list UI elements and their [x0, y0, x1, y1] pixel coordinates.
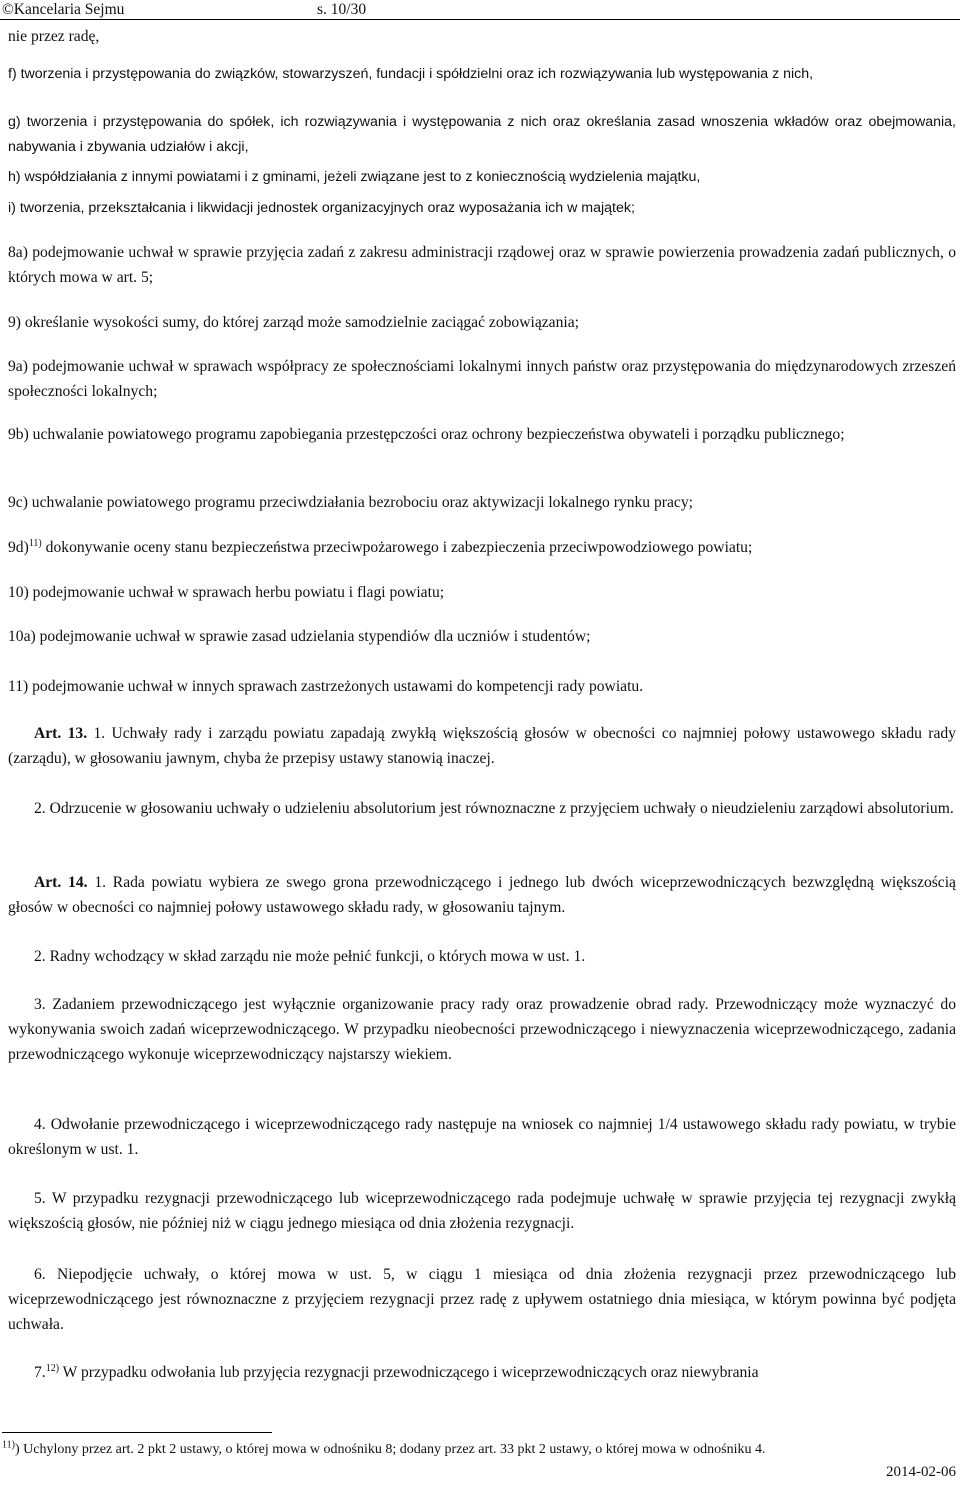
- art13-ust1: [8, 721, 956, 771]
- art14-ust7-text: W przypadku odwołania lub przyjęcia rezygnacji przewodniczącego i wiceprzewodniczących oraz niewybrania: [62, 1364, 759, 1381]
- footnote-divider: [2, 1432, 272, 1433]
- art14-ust1: [8, 870, 956, 920]
- header-source: ©Kancelaria Sejmu: [2, 1, 125, 18]
- art14-ust4: 4. Odwołanie przewodniczącego i wiceprzewodniczącego rady następuje na wniosek co najmniej 1/4 ustawowego składu rady powiatu, w trybie określonym w ust. 1.: [8, 1116, 956, 1158]
- art13-ust2: 2. Odrzucenie w głosowaniu uchwały o udzieleniu absolutorium jest równoznaczne z przyjęciem uchwały o nieudzieleniu zarządowi absolutorium.: [34, 800, 954, 817]
- paragraph-h: h) współdziałania z innymi powiatami i z gminami, jeżeli związane jest to z koniecznością wydzielenia majątku,: [8, 169, 701, 185]
- header-divider: [0, 19, 960, 20]
- label-9d: 9d): [8, 539, 29, 556]
- art13-label: Art. 13.: [34, 725, 88, 742]
- paragraph-11: 11) podejmowanie uchwał w innych sprawach zastrzeżonych ustawami do kompetencji rady powiatu.: [8, 678, 644, 695]
- paragraph-8a: 8a) podejmowanie uchwał w sprawie przyjęcia zadań z zakresu administracji rządowej oraz w sprawie powierzenia prowadzenia zadań publicznych, o których mowa w art. 5;: [8, 244, 956, 286]
- footnote-number: 11): [2, 1439, 15, 1451]
- art14-ust7: [8, 1360, 956, 1385]
- footnote-11: [2, 1440, 766, 1460]
- paragraph-9a: 9a) podejmowanie uchwał w sprawach współpracy ze społecznościami lokalnymi innych państw oraz przystępowania do międzynarodowych zrzeszeń społeczności lokalnych;: [8, 358, 956, 400]
- paragraph-9d: [8, 535, 956, 560]
- paragraph-continuation: nie przez radę,: [8, 28, 100, 45]
- art14-ust3: 3. Zadaniem przewodniczącego jest wyłącznie organizowanie pracy rady oraz prowadzenie obrad rady. Przewodniczący może wyznaczyć do wykonywania swoich zadań wiceprzewodniczącego. W przypadku nieobecności przewodniczącego i niewyznaczenia wiceprzewodniczącego, zadania przewodniczącego wykonuje wiceprzewodniczący najstarszy wiekiem.: [8, 996, 956, 1063]
- footer-date: 2014-02-06: [886, 1464, 956, 1480]
- footnote-ref-12: 12): [45, 1362, 60, 1374]
- art14-ust1-text: 1. Rada powiatu wybiera ze swego grona przewodniczącego i jednego lub dwóch wiceprzewodniczących bezwzględną większością głosów w obecności co najmniej połowy ustawowego składu rady, w głosowaniu tajnym.: [8, 874, 956, 916]
- paragraph-i: i) tworzenia, przekształcania i likwidacji jednostek organizacyjnych oraz wyposażania ich w majątek;: [8, 200, 635, 216]
- paragraph-9b: 9b) uchwalanie powiatowego programu zapobiegania przestępczości oraz ochrony bezpieczeństwa obywateli i porządku publicznego;: [8, 426, 845, 443]
- footnote-ref-11: 11): [28, 537, 42, 549]
- text-9d: dokonywanie oceny stanu bezpieczeństwa przeciwpożarowego i zabezpieczenia przeciwpowodziowego powiatu;: [45, 539, 753, 556]
- art13-ust1-text: 1. Uchwały rady i zarządu powiatu zapadają zwykłą większością głosów w obecności co najmniej połowy ustawowego składu rady (zarządu), w głosowaniu jawnym, chyba że przepisy ustawy stanowią inaczej.: [8, 725, 956, 767]
- art14-ust6: 6. Niepodjęcie uchwały, o której mowa w ust. 5, w ciągu 1 miesiąca od dnia złożenia rezygnacji przez przewodniczącego lub wiceprzewodniczącego jest równoznaczne z przyjęciem rezygnacji przez radę z upływem ostatniego dnia miesiąca, w którym powinna być podjęta uchwała.: [8, 1266, 956, 1333]
- paragraph-9c: 9c) uchwalanie powiatowego programu przeciwdziałania bezrobociu oraz aktywizacji lokalnego rynku pracy;: [8, 494, 693, 511]
- paragraph-f: f) tworzenia i przystępowania do związków, stowarzyszeń, fundacji i spółdzielni oraz ich rozwiązywania lub występowania z nich,: [8, 66, 814, 82]
- footnote-text: ) Uchylony przez art. 2 pkt 2 ustawy, o której mowa w odnośniku 8; dodany przez art. 33 pkt 2 ustawy, o której mowa w odnośniku 4.: [14, 1442, 766, 1457]
- paragraph-10: 10) podejmowanie uchwał w sprawach herbu powiatu i flagi powiatu;: [8, 584, 445, 601]
- header-page-number: s. 10/30: [317, 1, 367, 18]
- page-header: [0, 0, 960, 22]
- art14-label: Art. 14.: [34, 874, 88, 891]
- paragraph-9: 9) określanie wysokości sumy, do której zarząd może samodzielnie zaciągać zobowiązania;: [8, 314, 579, 331]
- art14-ust5: 5. W przypadku rezygnacji przewodniczącego lub wiceprzewodniczącego rada podejmuje uchwałę w sprawie przyjęcia tej rezygnacji zwykłą większością głosów, nie później niż w ciągu jednego miesiąca od dnia złożenia rezygnacji.: [8, 1190, 956, 1232]
- paragraph-10a: 10a) podejmowanie uchwał w sprawie zasad udzielania stypendiów dla uczniów i studentów;: [8, 628, 591, 645]
- art14-ust7-label: 7.: [34, 1364, 46, 1381]
- paragraph-g: g) tworzenia i przystępowania do spółek, ich rozwiązywania i występowania z nich oraz określania zasad wnoszenia wkładów oraz obejmowania, nabywania i zbywania udziałów i akcji,: [8, 114, 956, 155]
- art14-ust2: 2. Radny wchodzący w skład zarządu nie może pełnić funkcji, o których mowa w ust. 1.: [34, 948, 586, 965]
